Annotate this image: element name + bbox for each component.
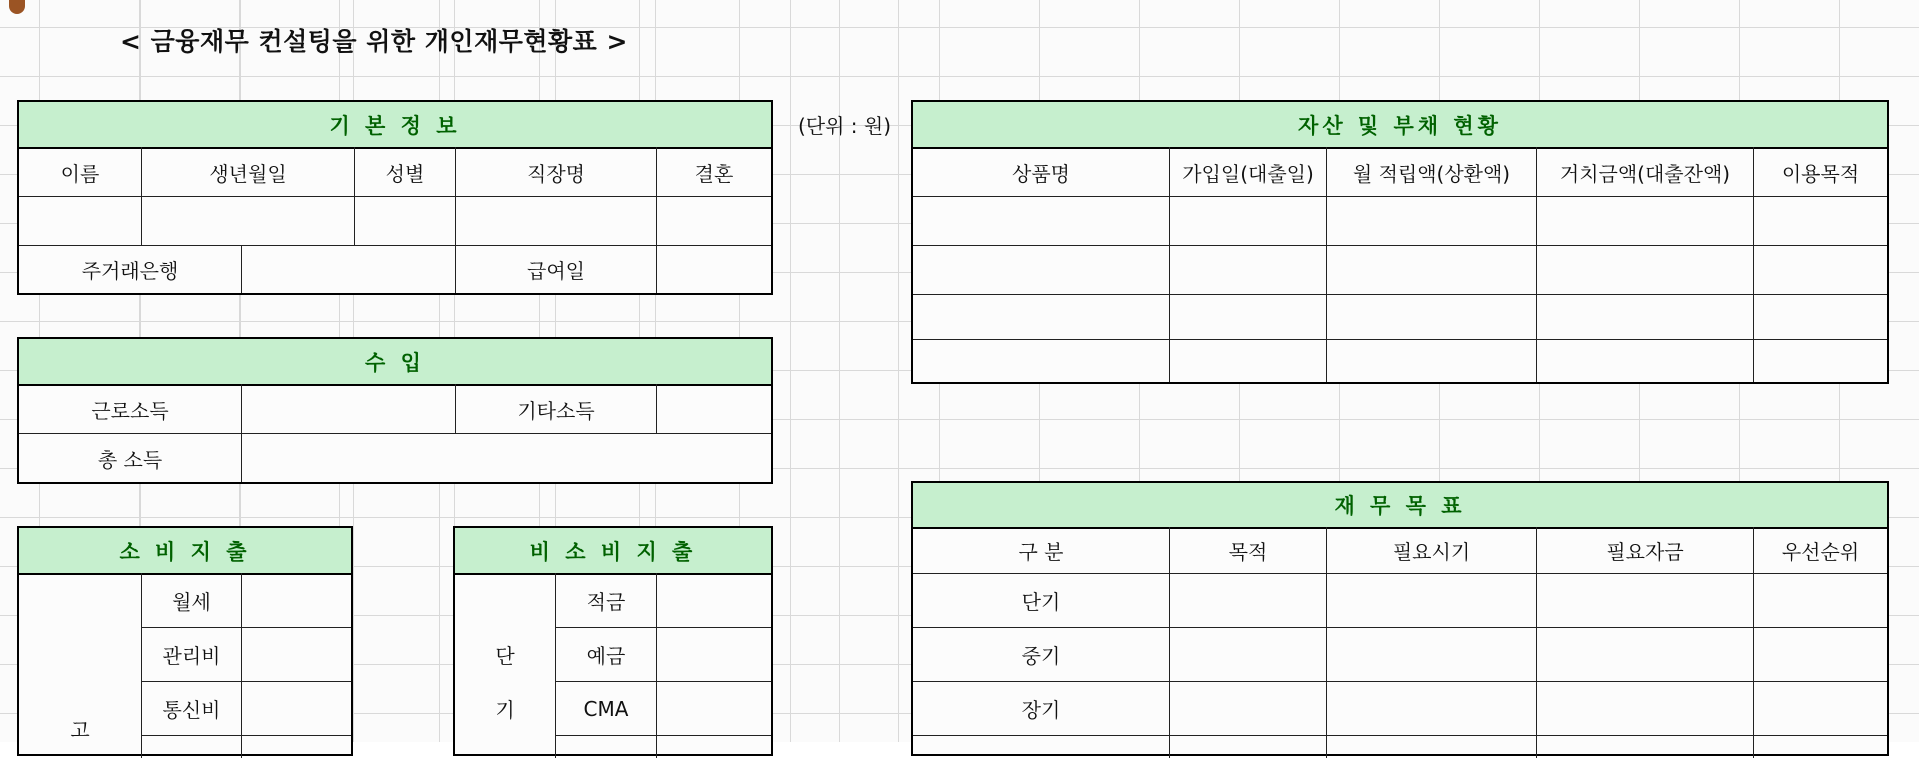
long-term-goal-label: 장기 xyxy=(1021,698,1061,722)
asset-input-cell[interactable] xyxy=(913,246,1169,294)
payday-label: 급여일 xyxy=(527,259,585,283)
asset-input-cell[interactable] xyxy=(913,340,1169,382)
col-header-product-name: 상품명 xyxy=(1012,161,1070,186)
savings-label: 적금 xyxy=(586,590,626,614)
gender-input-cell[interactable] xyxy=(355,197,455,245)
short-term-label-2: 기 xyxy=(495,698,515,722)
maintenance-fee-input-cell[interactable] xyxy=(242,628,351,681)
rent-label: 월세 xyxy=(172,590,211,614)
col-header-priority: 우선순위 xyxy=(1781,540,1860,564)
asset-input-cell[interactable] xyxy=(913,295,1169,339)
col-header-required-funds: 필요자금 xyxy=(1606,540,1684,564)
birthdate-input-cell[interactable] xyxy=(142,197,354,245)
financial-goals-table xyxy=(911,481,1889,756)
sheet-title: < 금융재무 컨설팅을 위한 개인재무현황표 > xyxy=(120,27,628,56)
unit-label: (단위 : 원) xyxy=(798,114,892,138)
other-income-input-cell[interactable] xyxy=(657,385,771,433)
goals-header: 재 무 목 표 xyxy=(913,483,1887,527)
income-table xyxy=(17,337,773,484)
savings-input-cell[interactable] xyxy=(657,574,771,627)
col-header-required-time: 필요시기 xyxy=(1392,540,1471,564)
non-consumption-table xyxy=(453,526,773,756)
total-income-label: 총 소득 xyxy=(97,447,163,472)
non-consumption-header: 비 소 비 지 출 xyxy=(455,528,771,573)
col-header-birthdate: 생년월일 xyxy=(209,161,287,186)
main-bank-input-cell[interactable] xyxy=(242,246,455,293)
col-header-goal-purpose: 목적 xyxy=(1228,540,1268,564)
name-input-cell[interactable] xyxy=(19,197,141,245)
col-header-deposit-amount: 거치금액(대출잔액) xyxy=(1559,161,1731,186)
assets-liabilities-table xyxy=(911,100,1889,384)
deposit-label: 예금 xyxy=(586,644,626,668)
cma-label: CMA xyxy=(583,696,629,721)
other-income-label: 기타소득 xyxy=(517,398,595,423)
short-term-label-1: 단 xyxy=(495,644,515,668)
total-income-input-cell[interactable] xyxy=(242,434,771,482)
asset-input-cell[interactable] xyxy=(913,197,1169,245)
telecom-fee-input-cell[interactable] xyxy=(242,682,351,735)
col-header-monthly-amount: 월 적립액(상환액) xyxy=(1352,161,1511,186)
basic-info-header: 기 본 정 보 xyxy=(19,102,771,147)
maintenance-fee-label: 관리비 xyxy=(162,644,221,668)
col-header-marriage: 결혼 xyxy=(694,161,734,186)
col-header-workplace: 직장명 xyxy=(527,161,585,186)
mid-term-goal-label: 중기 xyxy=(1021,644,1061,668)
col-header-join-date: 가입일(대출일) xyxy=(1182,161,1314,186)
col-header-gender: 성별 xyxy=(385,161,425,186)
row-divider xyxy=(913,735,1887,736)
marriage-input-cell[interactable] xyxy=(657,197,771,245)
earned-income-label: 근로소득 xyxy=(91,398,169,423)
main-bank-label: 주거래은행 xyxy=(81,259,179,283)
grid-line xyxy=(790,0,791,742)
assets-header: 자산 및 부채 현황 xyxy=(913,102,1887,147)
rent-input-cell[interactable] xyxy=(242,574,351,627)
cma-input-cell[interactable] xyxy=(657,682,771,735)
col-header-category: 구 분 xyxy=(1018,540,1064,564)
fixed-expense-group-label: 고 xyxy=(70,717,90,742)
payday-input-cell[interactable] xyxy=(657,246,771,293)
consumption-header: 소 비 지 출 xyxy=(19,528,351,573)
basic-info-table xyxy=(17,100,773,295)
consumption-table xyxy=(17,526,353,756)
workplace-input-cell[interactable] xyxy=(456,197,656,245)
row-divider xyxy=(555,735,771,736)
income-header: 수 입 xyxy=(19,339,771,384)
telecom-fee-label: 통신비 xyxy=(162,698,221,722)
earned-income-input-cell[interactable] xyxy=(242,385,455,433)
col-header-purpose: 이용목적 xyxy=(1781,161,1860,186)
deposit-input-cell[interactable] xyxy=(657,628,771,681)
grid-line xyxy=(898,0,899,742)
col-header-name: 이름 xyxy=(60,161,100,186)
row-divider xyxy=(141,735,351,736)
short-term-goal-label: 단기 xyxy=(1021,590,1061,614)
